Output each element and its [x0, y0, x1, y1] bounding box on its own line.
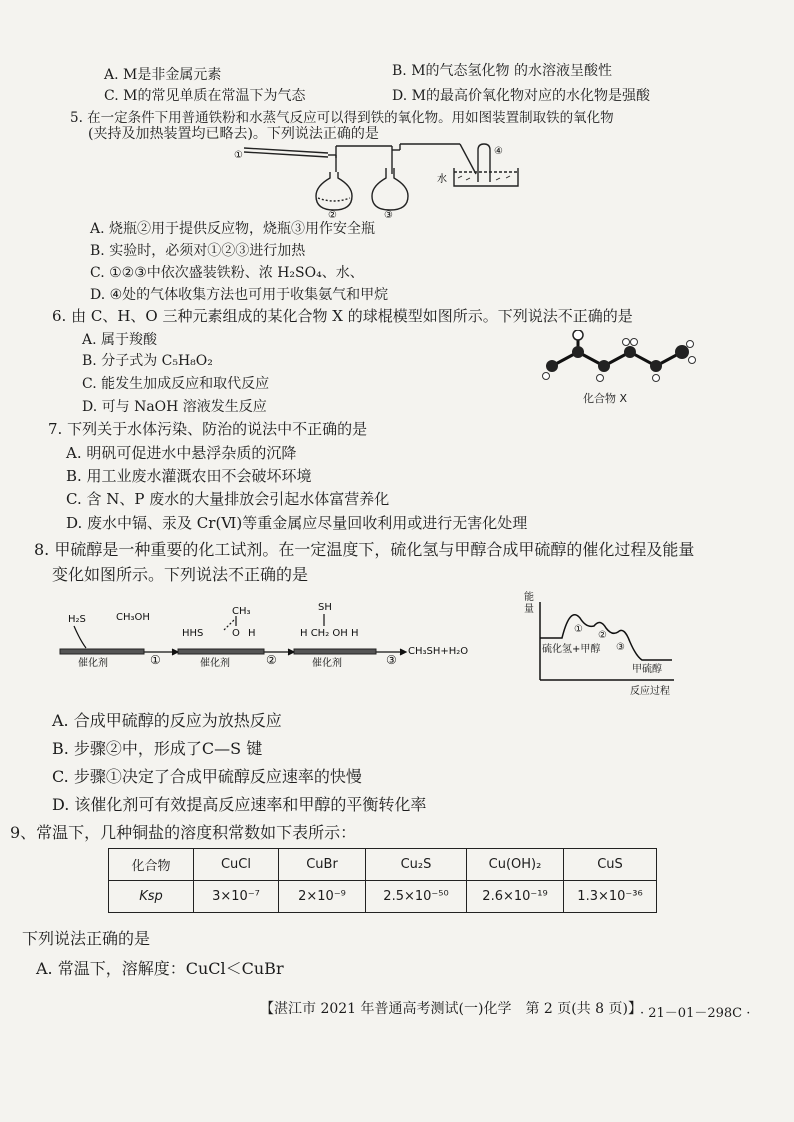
q6-option-b: B. 分子式为 C₅H₈O₂: [82, 353, 213, 369]
label-2: ②: [328, 210, 337, 218]
ksp-cu2s: 2.5×10⁻⁵⁰: [366, 881, 467, 913]
q5-stem-line1: 5. 在一定条件下用普通铁粉和水蒸气反应可以得到铁的氧化物。用如图装置制取铁的氧化物: [70, 110, 614, 126]
q5-option-b: B. 实验时，必须对①②③进行加热: [90, 243, 306, 259]
q8-mechanism-diagram: [56, 592, 486, 682]
mech-sh: SH: [318, 602, 332, 613]
page-footer-code: · 21－01－298C ·: [640, 1006, 751, 1021]
page-footer-info: 【湛江市 2021 年普通高考测试(一)化学 第 2 页(共 8 页)】: [260, 1001, 642, 1017]
q8-option-b: B. 步骤②中，形成了C—S 键: [52, 739, 263, 758]
mech-product: CH₃SH+H₂O: [408, 646, 469, 657]
q4-option-a: A. M是非金属元素: [104, 67, 222, 83]
q8-option-a: A. 合成甲硫醇的反应为放热反应: [52, 711, 282, 730]
catalyst-label-1: 催化剂: [78, 658, 108, 669]
label-3: ③: [384, 210, 393, 218]
table-row: [109, 881, 657, 913]
label-water: 水: [437, 174, 447, 185]
header-cuoh2: Cu(OH)₂: [467, 849, 564, 881]
q4-option-b: B. M的气态氢化物 的水溶液呈酸性: [392, 63, 612, 79]
step-1-label: ①: [150, 653, 161, 667]
q4-option-c: C. M的常见单质在常温下为气态: [104, 88, 306, 104]
q7-option-d: D. 废水中镉、汞及 Cr(Ⅵ)等重金属应尽量回收利用或进行无害化处理: [66, 514, 528, 532]
q9-stem: 9、常温下，几种铜盐的溶度积常数如下表所示：: [10, 823, 357, 842]
q6-stem: 6. 由 C、H、O 三种元素组成的某化合物 X 的球棍模型如图所示。下列说法不正确的是: [52, 307, 633, 325]
catalyst-label-3: 催化剂: [312, 658, 342, 669]
header-cus: CuS: [564, 849, 657, 881]
header-cubr: CuBr: [279, 849, 366, 881]
header-cucl: CuCl: [194, 849, 279, 881]
ksp-cuoh2: 2.6×10⁻¹⁹: [467, 881, 564, 913]
q5-option-c: C. ①②③中依次盛装铁粉、浓 H₂SO₄、水、: [90, 265, 364, 281]
q7-stem: 7. 下列关于水体污染、防治的说法中不正确的是: [48, 420, 368, 438]
q9-follow: 下列说法正确的是: [22, 929, 151, 948]
q7-option-b: B. 用工业废水灌溉农田不会破坏环境: [66, 467, 312, 485]
mech-h: H: [248, 628, 256, 639]
header-compound: 化合物: [109, 849, 194, 881]
catalyst-label-2: 催化剂: [200, 658, 230, 669]
q5-stem-line2: (夹持及加热装置均已略去)。下列说法正确的是: [88, 126, 379, 142]
compound-x-caption: 化合物 X: [583, 392, 628, 405]
energy-peak-3: ③: [616, 642, 625, 653]
mech-ch3oh: CH₃OH: [116, 612, 150, 623]
table-row: [109, 849, 657, 881]
q6-option-c: C. 能发生加成反应和取代反应: [82, 376, 270, 392]
q5-apparatus-diagram: [232, 138, 532, 218]
q8-energy-profile: [508, 588, 688, 698]
mech-o: O: [232, 628, 240, 639]
energy-axis-char-1: 能: [524, 592, 534, 603]
mech-ch3: CH₃: [232, 606, 251, 617]
step-2-label: ②: [266, 653, 277, 667]
q8-stem-line1: 8. 甲硫醇是一种重要的化工试剂。在一定温度下，硫化氢与甲醇合成甲硫醇的催化过程及能量: [34, 540, 695, 559]
energy-products-label: 甲硫醇: [632, 664, 662, 675]
ksp-cubr: 2×10⁻⁹: [279, 881, 366, 913]
compound-x-ball-stick-model: [538, 330, 708, 390]
header-cu2s: Cu₂S: [366, 849, 467, 881]
ksp-cus: 1.3×10⁻³⁶: [564, 881, 657, 913]
ksp-row-label: Ksp: [109, 881, 194, 913]
mech-h2s: H₂S: [68, 614, 86, 625]
q7-option-a: A. 明矾可促进水中悬浮杂质的沉降: [66, 444, 297, 462]
mech-hhs: HHS: [182, 628, 204, 639]
q6-option-d: D. 可与 NaOH 溶液发生反应: [82, 399, 267, 415]
q9-option-a: A. 常温下，溶解度：CuCl＜CuBr: [36, 959, 284, 978]
energy-axis-char-2: 量: [524, 604, 534, 615]
q5-option-d: D. ④处的气体收集方法也可用于收集氨气和甲烷: [90, 287, 389, 303]
q8-stem-line2: 变化如图所示。下列说法不正确的是: [52, 565, 309, 584]
q7-option-c: C. 含 N、P 废水的大量排放会引起水体富营养化: [66, 490, 390, 508]
energy-reactants-label: 硫化氢+甲醇: [542, 644, 601, 655]
step-3-label: ③: [386, 653, 397, 667]
label-4: ④: [494, 146, 503, 157]
ksp-cucl: 3×10⁻⁷: [194, 881, 279, 913]
energy-x-axis-label: 反应过程: [630, 686, 670, 697]
mech-intermediate-3: H CH₂ OH H: [300, 628, 359, 639]
q5-option-a: A. 烧瓶②用于提供反应物，烧瓶③用作安全瓶: [90, 221, 376, 237]
energy-peak-1: ①: [574, 624, 583, 635]
ksp-table: [108, 848, 657, 913]
q8-option-c: C. 步骤①决定了合成甲硫醇反应速率的快慢: [52, 767, 362, 786]
q6-option-a: A. 属于羧酸: [82, 332, 158, 348]
label-1: ①: [234, 150, 243, 161]
q4-option-d: D. M的最高价氧化物对应的水化物是强酸: [392, 88, 650, 104]
energy-peak-2: ②: [598, 630, 607, 641]
q8-option-d: D. 该催化剂可有效提高反应速率和甲醇的平衡转化率: [52, 795, 427, 814]
